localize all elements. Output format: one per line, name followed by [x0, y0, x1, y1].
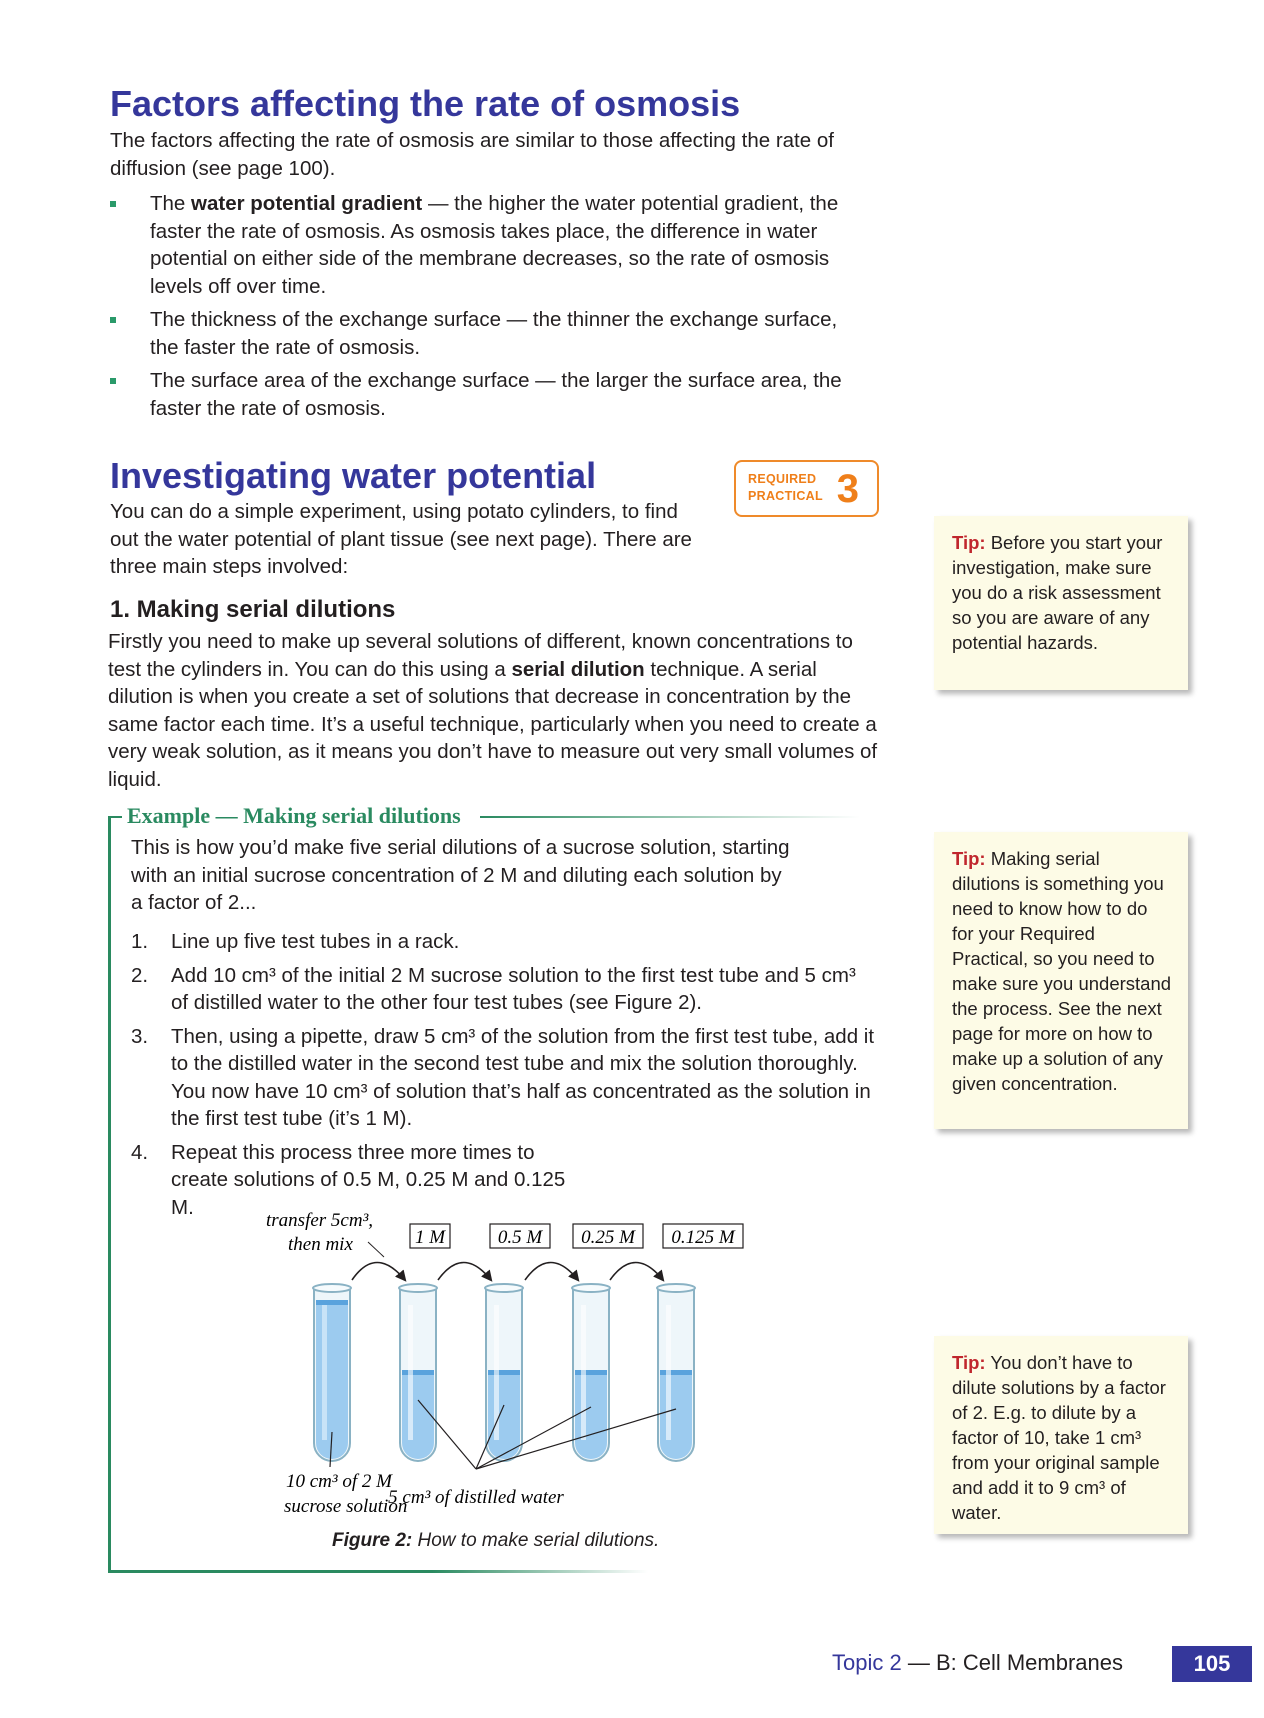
list-item: 1. Line up five test tubes in a rack.	[131, 930, 460, 953]
conc-label-1: 1 M	[414, 1227, 446, 1248]
concentration-labels	[410, 1224, 743, 1248]
transfer-arrow-1	[352, 1263, 405, 1281]
section-title-osmosis-factors: Factors affecting the rate of osmosis	[110, 83, 741, 124]
bullet-square-icon	[110, 378, 116, 384]
first-tube-label-line2: sucrose solution	[284, 1496, 408, 1517]
test-tube-2	[399, 1284, 437, 1461]
list-item: The surface area of the exchange surface — the larger the surface area, the faster the rate of osmosis.	[110, 367, 870, 422]
list-item: 2. Add 10 cm³ of the initial 2 M sucrose solution to the first test tube and 5 cm³ of distilled water to the other four test tubes (see Figure 2).	[131, 963, 856, 1014]
example-top-border-stub	[108, 816, 122, 818]
conc-label-4: 0.125 M	[671, 1227, 735, 1248]
distilled-water-label: 5 cm³ of distilled water	[388, 1487, 564, 1508]
subheading-serial-dilutions: 1. Making serial dilutions	[110, 596, 396, 623]
page-number: 105	[1172, 1646, 1252, 1682]
water-potential-intro: You can do a simple experiment, using potato cylinders, to find out the water potential of plant tissue (see next page). There are three main steps involved:	[110, 500, 692, 578]
figure-caption: Figure 2: How to make serial dilutions.	[332, 1530, 660, 1551]
section-title-water-potential: Investigating water potential	[110, 455, 597, 496]
osmosis-factor-list	[110, 190, 870, 428]
transfer-label-line2: then mix	[288, 1234, 353, 1255]
example-top-border	[480, 816, 860, 818]
first-tube-label-line1: 10 cm³ of 2 M	[286, 1471, 392, 1492]
transfer-arrow-4	[610, 1263, 663, 1281]
transfer-arrow-2	[438, 1263, 491, 1281]
serial-dilution-figure	[260, 1205, 780, 1525]
list-item: 3. Then, using a pipette, draw 5 cm³ of the solution from the first test tube, add it to the distilled water in the second test tube and mix the solution thoroughly. You now have 10 cm³ of solution that’s half as concentrated as the solution in the first test tube (it’s 1 M).	[131, 1024, 875, 1130]
test-tube-5	[657, 1284, 695, 1461]
tip-box-dilution-factor: Tip: You don’t have to dilute solutions by a factor of 2. E.g. to dilute by a factor of 10, take 1 cm³ from your original sample and add it to 9 cm³ of water.	[934, 1336, 1188, 1534]
footer-topic: Topic 2 — B: Cell Membranes	[832, 1650, 1124, 1675]
list-item: The thickness of the exchange surface — the thinner the exchange surface, the faster the rate of osmosis.	[110, 306, 870, 361]
transfer-arrows	[352, 1263, 663, 1281]
example-bottom-border	[108, 1570, 648, 1573]
tip-box-serial-dilutions: Tip: Making serial dilutions is something you need to know how to do for your Required Practical, so you need to make sure you understand the process. See the next page for more on how to make up a solution of any given concentration.	[934, 832, 1188, 1129]
conc-label-2: 0.5 M	[497, 1227, 543, 1248]
bullet-square-icon	[110, 201, 116, 207]
list-item: The water potential gradient — the higher the water potential gradient, the faster the rate of osmosis. As osmosis takes place, the difference in water potential on either side of the membrane decreases, so the rate of osmosis levels off over time.	[110, 190, 870, 300]
transfer-label-line1: transfer 5cm³,	[266, 1210, 374, 1231]
tip-box-risk: Tip: Before you start your investigation, make sure you do a risk assessment so you are aware of any potential hazards.	[934, 516, 1188, 690]
example-left-border	[108, 816, 111, 1573]
osmosis-intro: The factors affecting the rate of osmosis are similar to those affecting the rate of diffusion (see page 100).	[110, 129, 834, 180]
conc-label-3: 0.25 M	[581, 1227, 635, 1248]
transfer-arrow-3	[525, 1263, 578, 1281]
test-tubes	[313, 1284, 695, 1461]
example-title: Example — Making serial dilutions	[127, 803, 469, 829]
list-item: 4. Repeat this process three more times to create solutions of 0.5 M, 0.25 M and 0.125 M.	[131, 1140, 566, 1219]
example-intro: This is how you’d make five serial dilutions of a sucrose solution, starting with an initial sucrose concentration of 2 M and diluting each solution by a factor of 2...	[131, 836, 790, 914]
example-steps	[131, 928, 876, 1227]
required-practical-badge: REQUIRED PRACTICAL 3	[734, 460, 879, 517]
serial-dilution-paragraph: Firstly you need to make up several solutions of different, known concentrations to test the cylinders in. You can do this using a serial dilution technique. A serial dilution is when you create a set of solutions that decrease in concentration by the same factor each time. It’s a useful technique, particularly when you need to create a very weak solution, as it means you don’t have to measure out very small volumes of liquid.	[108, 630, 878, 791]
bullet-square-icon	[110, 317, 116, 323]
